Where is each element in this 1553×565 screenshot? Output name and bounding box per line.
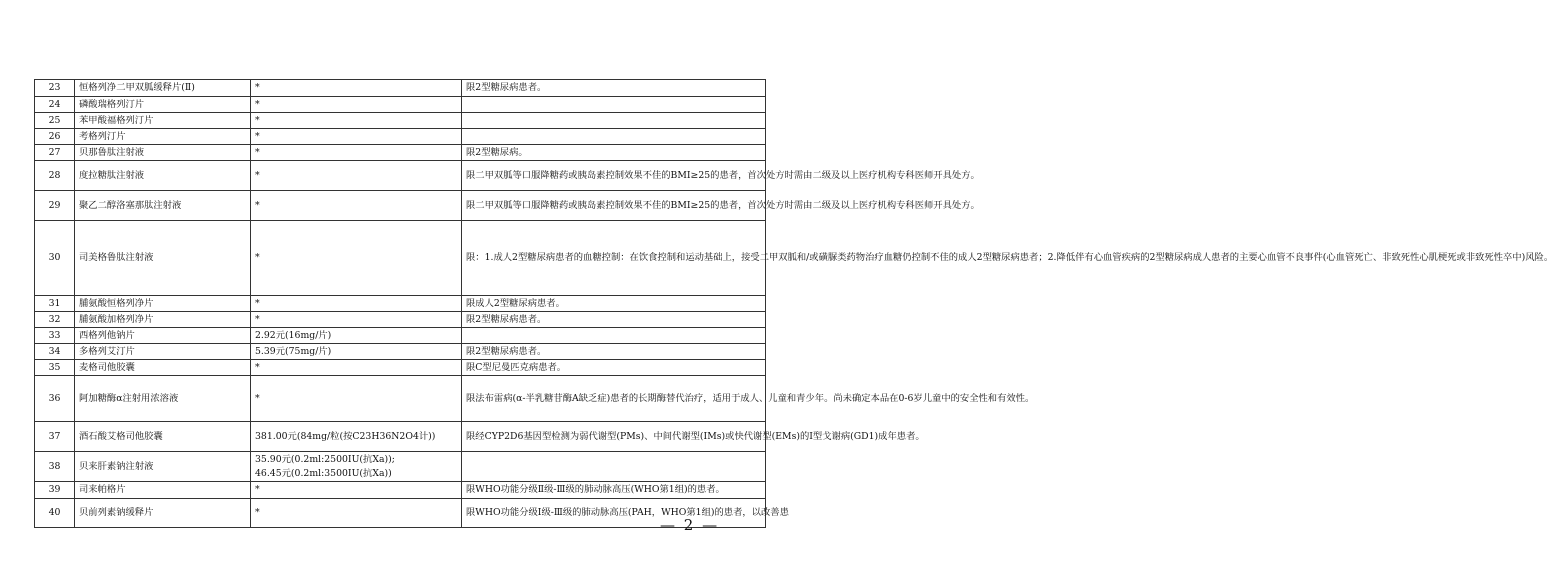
price-line: * [255, 392, 260, 404]
drug-name-cell: 麦格司他胶囊 [75, 360, 251, 376]
drug-name-cell: 贝那鲁肽注射液 [75, 145, 251, 161]
price-line: 381.00元(84mg/粒(按C23H36N2O4计)) [255, 430, 436, 442]
drug-name-cell: 阿加糖酶α注射用浓溶液 [75, 376, 251, 422]
restriction-note-cell: 限2型糖尿病患者。 [462, 312, 766, 328]
drug-name-cell: 度拉糖肽注射液 [75, 161, 251, 191]
restriction-note-cell [462, 452, 766, 482]
table-row [35, 482, 766, 499]
table-row [35, 499, 766, 528]
table-row [35, 191, 766, 221]
table-row [35, 422, 766, 452]
row-number-cell: 24 [35, 97, 75, 113]
restriction-note-cell: 限C型尼曼匹克病患者。 [462, 360, 766, 376]
price-cell [251, 129, 462, 145]
table-row [35, 376, 766, 422]
row-number-cell: 23 [35, 80, 75, 97]
row-number-cell: 34 [35, 344, 75, 360]
table-row [35, 312, 766, 328]
price-line: * [255, 313, 260, 325]
restriction-note-cell [462, 113, 766, 129]
drug-name-cell: 考格列汀片 [75, 129, 251, 145]
table-body [35, 80, 1553, 528]
price-cell [251, 296, 462, 312]
drug-name-cell: 聚乙二醇洛塞那肽注射液 [75, 191, 251, 221]
drug-name-cell: 苯甲酸福格列汀片 [75, 113, 251, 129]
price-cell [251, 80, 462, 97]
row-number-cell: 40 [35, 499, 75, 528]
price-line: * [255, 82, 260, 93]
price-line: * [255, 130, 260, 142]
price-cell [251, 499, 462, 528]
restriction-note-cell [462, 129, 766, 145]
table-row [35, 129, 766, 145]
price-line: * [255, 114, 260, 126]
drug-name-cell: 磷酸瑞格列汀片 [75, 97, 251, 113]
price-line: * [255, 199, 260, 211]
row-number-cell: 26 [35, 129, 75, 145]
drug-name-cell: 恒格列净二甲双胍缓释片(Ⅱ) [75, 80, 251, 97]
row-number-cell: 37 [35, 422, 75, 452]
drug-name-cell: 脯氨酸加格列净片 [75, 312, 251, 328]
table-row [35, 221, 766, 296]
restriction-note-cell: 限法布雷病(α-半乳糖苷酶A缺乏症)患者的长期酶替代治疗，适用于成人、儿童和青少年。尚未确定本品在0-6岁儿童中的安全性和有效性。 [462, 376, 766, 422]
price-line: * [255, 98, 260, 110]
price-line: * [255, 169, 260, 181]
table-row [35, 161, 766, 191]
table-row [35, 113, 766, 129]
table-row [35, 145, 766, 161]
price-cell [251, 191, 462, 221]
table-row [35, 97, 766, 113]
price-cell [251, 113, 462, 129]
price-cell [251, 97, 462, 113]
row-number-cell: 25 [35, 113, 75, 129]
restriction-note-cell: 限2型糖尿病患者。 [462, 80, 766, 97]
row-number-cell: 29 [35, 191, 75, 221]
row-number-cell: 28 [35, 161, 75, 191]
page-number: — 2 — [660, 516, 720, 534]
row-number-cell: 31 [35, 296, 75, 312]
row-number-cell: 35 [35, 360, 75, 376]
price-cell [251, 161, 462, 191]
drug-name-cell: 贝前列素钠缓释片 [75, 499, 251, 528]
row-number-cell: 33 [35, 328, 75, 344]
table-row [35, 80, 766, 97]
price-cell [251, 482, 462, 499]
restriction-note-cell: 限WHO功能分级Ⅱ级-Ⅲ级的肺动脉高压(WHO第1组)的患者。 [462, 482, 766, 499]
restriction-note-cell: 限二甲双胍等口服降糖药或胰岛素控制效果不佳的BMI≥25的患者，首次处方时需由二级及以上医疗机构专科医师开具处方。 [462, 161, 766, 191]
price-cell [251, 422, 462, 452]
restriction-note-cell: 限成人2型糖尿病患者。 [462, 296, 766, 312]
drug-name-cell: 西格列他钠片 [75, 328, 251, 344]
price-line: 5.39元(75mg/片) [255, 345, 332, 357]
price-cell [251, 376, 462, 422]
row-number-cell: 39 [35, 482, 75, 499]
drug-name-cell: 酒石酸艾格司他胶囊 [75, 422, 251, 452]
price-cell [251, 312, 462, 328]
price-line: * [255, 484, 260, 495]
row-number-cell: 36 [35, 376, 75, 422]
price-line: * [255, 507, 260, 518]
price-line: * [255, 361, 260, 373]
price-line: 46.45元(0.2ml:3500IU(抗Xa)) [255, 467, 392, 479]
price-cell [251, 328, 462, 344]
drug-name-cell: 多格列艾汀片 [75, 344, 251, 360]
drug-name-cell: 司美格鲁肽注射液 [75, 221, 251, 296]
price-line: * [255, 252, 260, 263]
price-cell [251, 145, 462, 161]
table-row [35, 328, 766, 344]
restriction-note-cell: 限二甲双胍等口服降糖药或胰岛素控制效果不佳的BMI≥25的患者，首次处方时需由二级及以上医疗机构专科医师开具处方。 [462, 191, 766, 221]
price-cell [251, 221, 462, 296]
price-line: * [255, 146, 260, 158]
row-number-cell: 27 [35, 145, 75, 161]
table-row [35, 296, 766, 312]
restriction-note-cell: 限2型糖尿病。 [462, 145, 766, 161]
row-number-cell: 30 [35, 221, 75, 296]
price-cell [251, 452, 462, 482]
drug-name-cell: 司来帕格片 [75, 482, 251, 499]
table-row [35, 360, 766, 376]
table-row [35, 452, 766, 482]
restriction-note-cell: 限2型糖尿病患者。 [462, 344, 766, 360]
price-cell [251, 344, 462, 360]
row-number-cell: 38 [35, 452, 75, 482]
price-cell [251, 360, 462, 376]
price-line: 35.90元(0.2ml:2500IU(抗Xa)); [255, 453, 395, 465]
row-number-cell: 32 [35, 312, 75, 328]
restriction-note-cell: 限：1.成人2型糖尿病患者的血糖控制：在饮食控制和运动基础上，接受二甲双胍和/或磺脲类药物治疗血糖仍控制不佳的成人2型糖尿病患者；2.降低伴有心血管疾病的2型糖尿病成人患者的主要心血管不良事件(心血管死亡、非致死性心肌梗死或非致死性卒中)风险。 [462, 221, 766, 296]
drug-name-cell: 贝来肝素钠注射液 [75, 452, 251, 482]
restriction-note-cell: 限WHO功能分级Ⅰ级-Ⅲ级的肺动脉高压(PAH，WHO第1组)的患者，以改善患 [462, 499, 766, 528]
drug-list-table [34, 79, 1553, 528]
drug-name-cell: 脯氨酸恒格列净片 [75, 296, 251, 312]
restriction-note-cell [462, 328, 766, 344]
restriction-note-cell: 限经CYP2D6基因型检测为弱代谢型(PMs)、中间代谢型(IMs)或快代谢型(EMs)的Ⅰ型戈谢病(GD1)成年患者。 [462, 422, 766, 452]
restriction-note-cell [462, 97, 766, 113]
table-row [35, 344, 766, 360]
price-line: * [255, 297, 260, 309]
price-line: 2.92元(16mg/片) [255, 329, 332, 341]
